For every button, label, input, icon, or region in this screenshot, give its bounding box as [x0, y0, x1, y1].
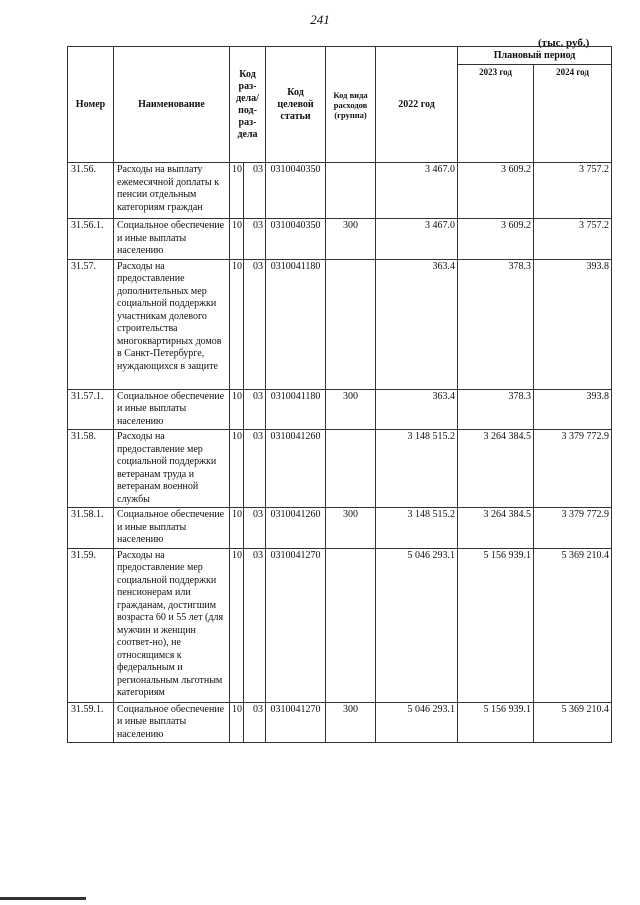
table-row [68, 548, 612, 702]
row-value-2024: 3 757.2 [534, 163, 612, 219]
row-value-2023: 378.3 [458, 259, 534, 389]
row-number: 31.56.1. [68, 219, 114, 260]
row-value-2024: 393.8 [534, 259, 612, 389]
row-value-2023: 5 156 939.1 [458, 548, 534, 702]
header-year-2024: 2024 год [534, 65, 612, 163]
row-subsection: 03 [244, 702, 266, 743]
row-name: Социальное обеспечение и иные выплаты населению [114, 389, 230, 430]
row-expense-type [326, 430, 376, 508]
row-target-code: 0310041180 [266, 259, 326, 389]
row-target-code: 0310041260 [266, 508, 326, 549]
row-target-code: 0310041260 [266, 430, 326, 508]
budget-table [67, 46, 612, 743]
row-number: 31.57. [68, 259, 114, 389]
row-value-2024: 3 379 772.9 [534, 430, 612, 508]
header-year-2022: 2022 год [376, 47, 458, 163]
row-section: 10 [230, 430, 244, 508]
row-value-2023: 3 609.2 [458, 163, 534, 219]
row-section: 10 [230, 508, 244, 549]
row-name: Социальное обеспечение и иные выплаты населению [114, 702, 230, 743]
row-value-2022: 5 046 293.1 [376, 548, 458, 702]
row-expense-type: 300 [326, 702, 376, 743]
row-number: 31.58. [68, 430, 114, 508]
row-value-2023: 5 156 939.1 [458, 702, 534, 743]
row-number: 31.59.1. [68, 702, 114, 743]
row-value-2022: 5 046 293.1 [376, 702, 458, 743]
row-expense-type: 300 [326, 219, 376, 260]
row-name: Расходы на выплату ежемесячной доплаты к пенсии отдельным категориям граждан [114, 163, 230, 219]
row-subsection: 03 [244, 508, 266, 549]
table-row [68, 163, 612, 219]
row-value-2024: 3 379 772.9 [534, 508, 612, 549]
header-section-code: Код раз-дела/ под-раз-дела [230, 47, 266, 163]
row-name: Расходы на предоставление мер социальной поддержки пенсионерам или гражданам, достигшим возраста 60 и 55 лет (для мужчин и женщин соответ-но), не относящимся к федеральным и региональным льготным категориям [114, 548, 230, 702]
row-name: Расходы на предоставление мер социальной поддержки ветеранам труда и ветеранам военной службы [114, 430, 230, 508]
row-number: 31.58.1. [68, 508, 114, 549]
footer-rule [0, 897, 86, 900]
header-number: Номер [68, 47, 114, 163]
row-target-code: 0310041270 [266, 702, 326, 743]
row-value-2022: 3 467.0 [376, 219, 458, 260]
row-number: 31.59. [68, 548, 114, 702]
row-number: 31.56. [68, 163, 114, 219]
row-value-2022: 3 467.0 [376, 163, 458, 219]
row-section: 10 [230, 219, 244, 260]
row-value-2023: 3 609.2 [458, 219, 534, 260]
row-value-2024: 393.8 [534, 389, 612, 430]
row-value-2022: 363.4 [376, 259, 458, 389]
header-expense-type: Код вида расходов (группа) [326, 47, 376, 163]
row-name: Социальное обеспечение и иные выплаты населению [114, 508, 230, 549]
row-subsection: 03 [244, 548, 266, 702]
row-name: Расходы на предоставление дополнительных мер социальной поддержки участникам долевого строительства многоквартирных домов в Санкт-Петербурге, нуждающихся в защите [114, 259, 230, 389]
table-row [68, 259, 612, 389]
row-expense-type: 300 [326, 389, 376, 430]
row-subsection: 03 [244, 219, 266, 260]
table-row [68, 389, 612, 430]
row-value-2023: 3 264 384.5 [458, 508, 534, 549]
row-value-2022: 3 148 515.2 [376, 430, 458, 508]
row-value-2022: 3 148 515.2 [376, 508, 458, 549]
row-subsection: 03 [244, 163, 266, 219]
page-number: 241 [310, 12, 330, 27]
row-section: 10 [230, 389, 244, 430]
row-value-2023: 378.3 [458, 389, 534, 430]
table-row [68, 702, 612, 743]
row-number: 31.57.1. [68, 389, 114, 430]
row-section: 10 [230, 548, 244, 702]
row-subsection: 03 [244, 389, 266, 430]
row-target-code: 0310041270 [266, 548, 326, 702]
row-subsection: 03 [244, 430, 266, 508]
row-target-code: 0310041180 [266, 389, 326, 430]
row-expense-type [326, 163, 376, 219]
row-expense-type [326, 548, 376, 702]
row-section: 10 [230, 259, 244, 389]
header-name: Наименование [114, 47, 230, 163]
row-section: 10 [230, 163, 244, 219]
row-value-2024: 5 369 210.4 [534, 702, 612, 743]
row-subsection: 03 [244, 259, 266, 389]
row-name: Социальное обеспечение и иные выплаты населению [114, 219, 230, 260]
table-row [68, 219, 612, 260]
units-label: (тыс. руб.) [538, 37, 590, 49]
row-section: 10 [230, 702, 244, 743]
table-row [68, 508, 612, 549]
row-value-2022: 363.4 [376, 389, 458, 430]
header-planned-period: Плановый период [458, 47, 612, 65]
row-expense-type: 300 [326, 508, 376, 549]
header-year-2023: 2023 год [458, 65, 534, 163]
row-target-code: 0310040350 [266, 219, 326, 260]
row-value-2024: 3 757.2 [534, 219, 612, 260]
row-expense-type [326, 259, 376, 389]
row-target-code: 0310040350 [266, 163, 326, 219]
row-value-2023: 3 264 384.5 [458, 430, 534, 508]
header-target-code: Код целевой статьи [266, 47, 326, 163]
table-row [68, 430, 612, 508]
row-value-2024: 5 369 210.4 [534, 548, 612, 702]
